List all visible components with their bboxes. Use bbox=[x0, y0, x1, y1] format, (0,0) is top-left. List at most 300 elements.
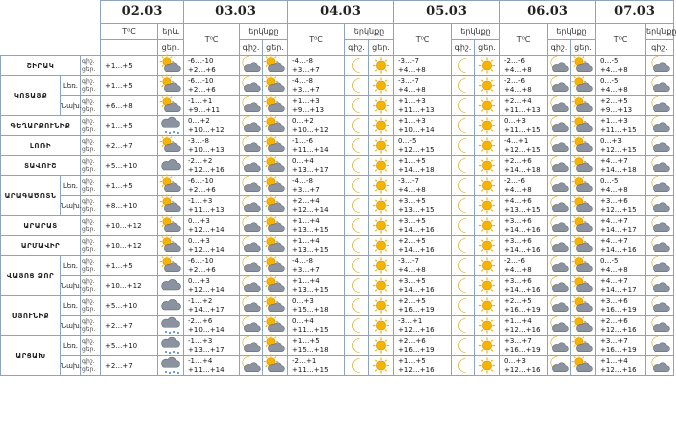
night-sky-cell bbox=[240, 76, 263, 96]
night-sky-cell bbox=[548, 356, 571, 376]
day-temp: +11…+13 bbox=[188, 205, 225, 214]
day-sky-cell bbox=[475, 336, 500, 356]
night-temp: -1…+3 bbox=[188, 196, 213, 205]
moon-cloud-icon bbox=[548, 217, 570, 234]
day-temp: +14…+17 bbox=[600, 225, 637, 234]
moon-icon bbox=[452, 337, 474, 354]
night-sky-cell bbox=[646, 196, 674, 216]
time-labels: գիշ. ցեր. bbox=[81, 56, 101, 76]
temp-range bbox=[184, 176, 240, 196]
temp-range bbox=[394, 336, 452, 356]
sun-icon bbox=[476, 197, 498, 214]
moon-cloud-icon bbox=[649, 257, 671, 274]
time-label: գիշ. bbox=[548, 40, 571, 56]
sun-icon bbox=[476, 97, 498, 114]
region-name: ՎԱՅՈՑ ՁՈՐ bbox=[1, 256, 61, 296]
subregion-label: Նախ. bbox=[61, 316, 81, 336]
day-sky-cell bbox=[475, 176, 500, 196]
weather-icon-cell bbox=[158, 196, 184, 216]
night-sky-cell bbox=[548, 136, 571, 156]
day-temp: +11…+13 bbox=[398, 105, 435, 114]
night-sky-cell bbox=[240, 176, 263, 196]
subregion-label: Նախ. bbox=[61, 96, 81, 116]
weather-icon-cell bbox=[158, 156, 184, 176]
day-temp: +4…+8 bbox=[504, 65, 532, 74]
sun-cloud-icon bbox=[572, 177, 594, 194]
temp-col-header: T⁰C bbox=[596, 24, 646, 56]
day-sky-cell bbox=[369, 176, 394, 196]
sun-cloud-icon bbox=[572, 117, 594, 134]
night-temp: 0…+2 bbox=[188, 116, 210, 125]
sun-cloud-icon bbox=[572, 357, 594, 374]
region-name: ԱՐԱՐԱՏ bbox=[1, 216, 81, 236]
day-temp: +12…+14 bbox=[188, 245, 225, 254]
night-sky-cell bbox=[548, 336, 571, 356]
night-sky-cell bbox=[452, 256, 475, 276]
sun-cloud-icon bbox=[264, 77, 286, 94]
night-sky-cell bbox=[345, 316, 369, 336]
night-sky-cell bbox=[548, 236, 571, 256]
day-sky-cell bbox=[475, 56, 500, 76]
day-temp: +6…+8 bbox=[101, 96, 158, 116]
sun-icon bbox=[476, 77, 498, 94]
day-sky-cell bbox=[263, 96, 288, 116]
sun-cloud-icon bbox=[264, 157, 286, 174]
temp-range bbox=[288, 196, 345, 216]
time-labels: գիշ. ցեր. bbox=[81, 256, 101, 276]
forecast-row bbox=[1, 236, 674, 256]
day-temp: +4…+8 bbox=[600, 65, 628, 74]
time-labels: գիշ. ցեր. bbox=[81, 316, 101, 336]
weather-icon-cell bbox=[158, 116, 184, 136]
temp-range bbox=[184, 276, 240, 296]
night-sky-cell bbox=[548, 216, 571, 236]
night-temp: -3…-7 bbox=[398, 176, 419, 185]
sun-cloud-icon bbox=[264, 297, 286, 314]
night-temp: +3…+6 bbox=[600, 196, 628, 205]
temp-range bbox=[288, 116, 345, 136]
moon-cloud-icon bbox=[548, 157, 570, 174]
time-label: գիշ. bbox=[452, 40, 475, 56]
night-sky-cell bbox=[452, 136, 475, 156]
temp-range bbox=[596, 156, 646, 176]
night-sky-cell bbox=[345, 336, 369, 356]
temp-range bbox=[596, 116, 646, 136]
night-sky-cell bbox=[240, 276, 263, 296]
day-sky-cell bbox=[475, 116, 500, 136]
sun-cloud-icon bbox=[160, 177, 182, 194]
moon-cloud-icon bbox=[649, 197, 671, 214]
night-temp: +4…+7 bbox=[600, 216, 628, 225]
day-sky-cell bbox=[263, 236, 288, 256]
night-temp: 0…+3 bbox=[188, 216, 210, 225]
sun-icon bbox=[370, 357, 392, 374]
moon-icon bbox=[452, 237, 474, 254]
time-label: գիշ. bbox=[646, 40, 674, 56]
night-temp: -2…-6 bbox=[504, 256, 525, 265]
sun-cloud-icon bbox=[264, 357, 286, 374]
sun-icon bbox=[476, 317, 498, 334]
night-temp: 0…-5 bbox=[600, 56, 619, 65]
cloud-icon bbox=[160, 297, 182, 314]
temp-range bbox=[596, 216, 646, 236]
forecast-row bbox=[1, 296, 674, 316]
sun-cloud-icon bbox=[160, 197, 182, 214]
day-temp: +12…+16 bbox=[504, 365, 541, 374]
night-temp: -2…+2 bbox=[188, 156, 213, 165]
night-sky-cell bbox=[240, 256, 263, 276]
night-sky-cell bbox=[452, 56, 475, 76]
night-temp: -1…+4 bbox=[188, 356, 213, 365]
day-temp: +11…+14 bbox=[292, 145, 329, 154]
day-sky-cell bbox=[369, 76, 394, 96]
day-temp: +2…+6 bbox=[188, 265, 216, 274]
day-sky-cell bbox=[369, 96, 394, 116]
temp-range bbox=[394, 56, 452, 76]
temp-range bbox=[394, 76, 452, 96]
moon-cloud-icon bbox=[548, 117, 570, 134]
day-temp: +16…+19 bbox=[600, 345, 637, 354]
temp-range bbox=[394, 276, 452, 296]
night-temp: -2…+1 bbox=[292, 356, 317, 365]
forecast-row bbox=[1, 96, 674, 116]
night-temp: +1…+5 bbox=[292, 336, 320, 345]
night-temp: -3…-8 bbox=[188, 136, 209, 145]
weather-icon-cell bbox=[158, 236, 184, 256]
date-header: 03.03 bbox=[184, 1, 288, 24]
region-name: ՇԻՐԱԿ bbox=[1, 56, 81, 76]
day-temp: +8…+10 bbox=[101, 196, 158, 216]
day-temp: +4…+8 bbox=[398, 85, 426, 94]
cloud-rain-icon bbox=[160, 317, 182, 334]
night-sky-cell bbox=[548, 256, 571, 276]
temp-range bbox=[288, 256, 345, 276]
moon-cloud-icon bbox=[240, 337, 262, 354]
day-sky-cell bbox=[369, 296, 394, 316]
cloud-icon bbox=[160, 277, 182, 294]
night-temp: -4…-8 bbox=[292, 56, 313, 65]
moon-cloud-icon bbox=[649, 337, 671, 354]
day-temp: +14…+16 bbox=[504, 245, 541, 254]
day-temp: +16…+19 bbox=[398, 305, 435, 314]
sun-icon bbox=[370, 217, 392, 234]
temp-col-header: T⁰C bbox=[184, 24, 240, 56]
day-temp: +13…+15 bbox=[504, 205, 541, 214]
sun-cloud-icon bbox=[160, 97, 182, 114]
sun-cloud-icon bbox=[572, 77, 594, 94]
weather-icon-cell bbox=[158, 276, 184, 296]
moon-cloud-icon bbox=[548, 177, 570, 194]
sun-icon bbox=[476, 257, 498, 274]
moon-icon bbox=[452, 257, 474, 274]
day-temp: +16…+19 bbox=[600, 305, 637, 314]
temp-range bbox=[500, 336, 548, 356]
sun-cloud-icon bbox=[264, 257, 286, 274]
moon-cloud-icon bbox=[240, 317, 262, 334]
day-temp: +3…+7 bbox=[292, 85, 320, 94]
sun-cloud-icon bbox=[572, 317, 594, 334]
subregion-label: Լեռ. bbox=[61, 76, 81, 96]
night-sky-cell bbox=[240, 56, 263, 76]
moon-icon bbox=[452, 77, 474, 94]
day-temp: +13…+17 bbox=[292, 165, 329, 174]
moon-icon bbox=[346, 257, 368, 274]
night-temp: 0…+3 bbox=[188, 236, 210, 245]
sky-col-header: երկնքը bbox=[646, 24, 674, 40]
day-sky-cell bbox=[369, 196, 394, 216]
sun-icon bbox=[370, 97, 392, 114]
sun-cloud-icon bbox=[572, 217, 594, 234]
day-temp: +2…+6 bbox=[188, 185, 216, 194]
moon-cloud-icon bbox=[548, 297, 570, 314]
temp-range bbox=[288, 336, 345, 356]
night-temp: +1…+3 bbox=[398, 116, 426, 125]
night-sky-cell bbox=[345, 136, 369, 156]
night-sky-cell bbox=[345, 196, 369, 216]
sun-cloud-icon bbox=[160, 257, 182, 274]
night-sky-cell bbox=[548, 196, 571, 216]
region-name: ԱՐՑԱԽ bbox=[1, 336, 61, 376]
weather-icon-cell bbox=[158, 176, 184, 196]
sun-icon bbox=[370, 257, 392, 274]
night-temp: +2…+5 bbox=[398, 236, 426, 245]
day-sky-cell bbox=[571, 276, 596, 296]
day-temp: +10…+12 bbox=[292, 125, 329, 134]
sun-cloud-icon bbox=[264, 137, 286, 154]
sky-col-header: երկնքը bbox=[345, 24, 394, 40]
night-temp: -6…-10 bbox=[188, 256, 214, 265]
forecast-row bbox=[1, 136, 674, 156]
night-temp: 0…+3 bbox=[504, 356, 526, 365]
night-temp: 0…-5 bbox=[600, 256, 619, 265]
sun-icon bbox=[370, 337, 392, 354]
day-sky-cell bbox=[369, 56, 394, 76]
day-temp: +14…+18 bbox=[398, 165, 435, 174]
time-label: ցեր. bbox=[475, 40, 500, 56]
night-sky-cell bbox=[646, 76, 674, 96]
day-sky-cell bbox=[571, 116, 596, 136]
sky-col-header: երկնքը bbox=[240, 24, 288, 40]
temp-range bbox=[184, 196, 240, 216]
temp-range bbox=[184, 156, 240, 176]
moon-cloud-icon bbox=[240, 297, 262, 314]
night-temp: -4…-8 bbox=[292, 76, 313, 85]
moon-icon bbox=[346, 357, 368, 374]
moon-cloud-icon bbox=[548, 257, 570, 274]
day-temp: +14…+18 bbox=[600, 165, 637, 174]
night-temp: +3…+6 bbox=[504, 276, 532, 285]
moon-cloud-icon bbox=[548, 357, 570, 374]
night-sky-cell bbox=[452, 176, 475, 196]
sun-cloud-icon bbox=[264, 317, 286, 334]
day-temp: +3…+7 bbox=[292, 265, 320, 274]
day-temp: +14…+16 bbox=[398, 245, 435, 254]
temp-range bbox=[394, 256, 452, 276]
sun-icon bbox=[476, 357, 498, 374]
sun-cloud-icon bbox=[572, 137, 594, 154]
sun-icon bbox=[476, 57, 498, 74]
night-temp: -4…+1 bbox=[504, 136, 529, 145]
night-sky-cell bbox=[646, 296, 674, 316]
day-temp: +4…+8 bbox=[600, 265, 628, 274]
day-temp: +1…+5 bbox=[101, 76, 158, 96]
day-temp: +4…+8 bbox=[504, 265, 532, 274]
night-temp: -1…+2 bbox=[188, 296, 213, 305]
sun-cloud-icon bbox=[264, 337, 286, 354]
temp-range bbox=[394, 356, 452, 376]
weather-icon-cell bbox=[158, 216, 184, 236]
night-sky-cell bbox=[345, 276, 369, 296]
sun-icon bbox=[370, 137, 392, 154]
time-labels: գիշ. ցեր. bbox=[81, 116, 101, 136]
time-labels: գիշ. ցեր. bbox=[81, 236, 101, 256]
sun-cloud-icon bbox=[264, 57, 286, 74]
moon-icon bbox=[452, 277, 474, 294]
moon-cloud-icon bbox=[649, 77, 671, 94]
temp-range bbox=[394, 236, 452, 256]
moon-cloud-icon bbox=[240, 257, 262, 274]
night-temp: -1…-6 bbox=[292, 136, 313, 145]
temp-range bbox=[394, 296, 452, 316]
day-temp: +9…+13 bbox=[600, 105, 633, 114]
night-sky-cell bbox=[345, 176, 369, 196]
time-labels: գիշ. ցեր. bbox=[81, 176, 101, 196]
night-temp: +3…+7 bbox=[504, 336, 532, 345]
temp-range bbox=[394, 96, 452, 116]
day-temp: +14…+16 bbox=[504, 225, 541, 234]
temp-range bbox=[394, 176, 452, 196]
sun-cloud-icon bbox=[264, 97, 286, 114]
moon-icon bbox=[346, 217, 368, 234]
day-sky-cell bbox=[369, 216, 394, 236]
day-temp: +4…+8 bbox=[398, 185, 426, 194]
moon-icon bbox=[452, 97, 474, 114]
cloud-rain-icon bbox=[160, 117, 182, 134]
night-temp: 0…+3 bbox=[292, 296, 314, 305]
sun-cloud-icon bbox=[264, 117, 286, 134]
date-header: 05.03 bbox=[394, 1, 500, 24]
forecast-row bbox=[1, 156, 674, 176]
day-temp: +4…+8 bbox=[600, 85, 628, 94]
temp-range bbox=[500, 316, 548, 336]
day-sky-cell bbox=[475, 236, 500, 256]
night-temp: -6…-10 bbox=[188, 56, 214, 65]
moon-cloud-icon bbox=[240, 217, 262, 234]
moon-icon bbox=[452, 117, 474, 134]
night-sky-cell bbox=[452, 96, 475, 116]
night-sky-cell bbox=[646, 276, 674, 296]
day-temp: +2…+7 bbox=[101, 356, 158, 376]
night-sky-cell bbox=[452, 236, 475, 256]
night-temp: -6…-10 bbox=[188, 176, 214, 185]
day-sky-cell bbox=[571, 136, 596, 156]
day-temp: +10…+14 bbox=[398, 125, 435, 134]
night-temp: +4…+7 bbox=[600, 276, 628, 285]
day-temp: +12…+16 bbox=[188, 165, 225, 174]
day-temp: +12…+16 bbox=[398, 365, 435, 374]
temp-range bbox=[394, 136, 452, 156]
night-sky-cell bbox=[548, 296, 571, 316]
time-labels: գիշ. ցեր. bbox=[81, 216, 101, 236]
time-labels: գիշ. ցեր. bbox=[81, 96, 101, 116]
day-sky-cell bbox=[571, 96, 596, 116]
day-sky-cell bbox=[475, 156, 500, 176]
day-temp: +15…+18 bbox=[292, 345, 329, 354]
day-sky-cell bbox=[369, 276, 394, 296]
night-sky-cell bbox=[452, 276, 475, 296]
night-sky-cell bbox=[345, 76, 369, 96]
moon-cloud-icon bbox=[548, 77, 570, 94]
night-sky-cell bbox=[240, 136, 263, 156]
day-sky-cell bbox=[263, 356, 288, 376]
moon-icon bbox=[452, 357, 474, 374]
temp-range bbox=[288, 76, 345, 96]
sun-icon bbox=[476, 217, 498, 234]
night-sky-cell bbox=[452, 356, 475, 376]
night-temp: 0…+3 bbox=[600, 136, 622, 145]
temp-col-header: T⁰C bbox=[394, 24, 452, 56]
night-temp: +4…+6 bbox=[504, 196, 532, 205]
date-header: 02.03 bbox=[101, 1, 184, 24]
moon-cloud-icon bbox=[649, 297, 671, 314]
day-temp: +4…+8 bbox=[600, 185, 628, 194]
day-sky-cell bbox=[263, 296, 288, 316]
night-temp: 0…+3 bbox=[504, 116, 526, 125]
night-sky-cell bbox=[452, 316, 475, 336]
sun-cloud-icon bbox=[572, 237, 594, 254]
date-header: 04.03 bbox=[288, 1, 394, 24]
weather-icon-cell bbox=[158, 76, 184, 96]
night-temp: +2…+5 bbox=[398, 296, 426, 305]
night-sky-cell bbox=[345, 156, 369, 176]
temp-range bbox=[184, 336, 240, 356]
sky-col-header: երկնքը bbox=[548, 24, 596, 40]
day-sky-cell bbox=[263, 56, 288, 76]
moon-cloud-icon bbox=[649, 277, 671, 294]
moon-cloud-icon bbox=[649, 97, 671, 114]
day-temp: +12…+15 bbox=[504, 145, 541, 154]
day-sky-cell bbox=[571, 176, 596, 196]
night-temp: +3…+5 bbox=[398, 216, 426, 225]
date-header: 07.03 bbox=[596, 1, 674, 24]
subregion-label: Լեռ. bbox=[61, 296, 81, 316]
day-sky-cell bbox=[571, 236, 596, 256]
night-sky-cell bbox=[646, 216, 674, 236]
night-sky-cell bbox=[548, 76, 571, 96]
sun-cloud-icon bbox=[160, 237, 182, 254]
night-sky-cell bbox=[548, 116, 571, 136]
temp-range bbox=[184, 316, 240, 336]
sun-icon bbox=[476, 297, 498, 314]
day-sky-cell bbox=[263, 176, 288, 196]
night-sky-cell bbox=[452, 76, 475, 96]
temp-range bbox=[184, 216, 240, 236]
temp-range bbox=[184, 236, 240, 256]
day-sky-cell bbox=[263, 156, 288, 176]
temp-range bbox=[184, 296, 240, 316]
sun-cloud-icon bbox=[160, 137, 182, 154]
sun-icon bbox=[370, 77, 392, 94]
temp-range bbox=[394, 156, 452, 176]
cloud-rain-icon bbox=[160, 357, 182, 374]
time-label: ցեր. bbox=[369, 40, 394, 56]
moon-icon bbox=[452, 57, 474, 74]
day-sky-cell bbox=[475, 96, 500, 116]
day-temp: +13…+15 bbox=[398, 205, 435, 214]
sun-icon bbox=[476, 137, 498, 154]
region-name: ԱՐԱԳԱԾՈՏՆ bbox=[1, 176, 61, 216]
sky-col-header: երկնքը bbox=[452, 24, 500, 40]
